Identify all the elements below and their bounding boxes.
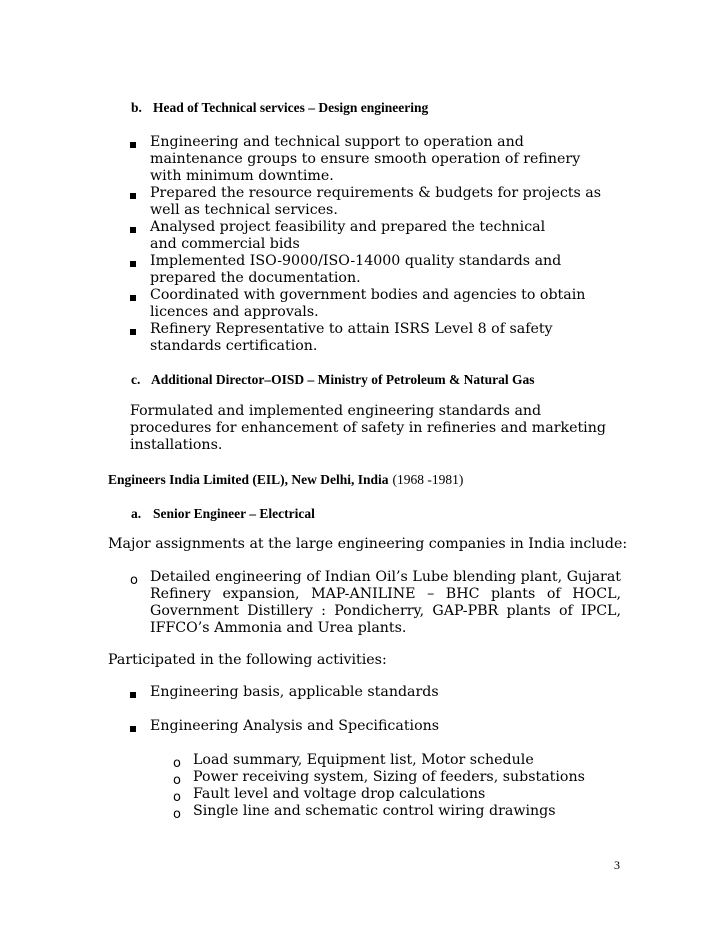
eil-sub-marker: a.	[131, 506, 142, 521]
circle-bullet-icon: o	[173, 773, 181, 788]
square-bullet-icon	[130, 142, 136, 148]
sub-activity-item: Single line and schematic control wiring drawings	[193, 803, 556, 819]
circle-bullet-icon: o	[173, 756, 181, 771]
section-b-marker: b.	[131, 100, 142, 115]
section-c-heading: Additional Director–OISD – Ministry of Petroleum & Natural Gas	[151, 372, 535, 387]
eil-sub-heading: Senior Engineer – Electrical	[153, 506, 315, 521]
square-bullet-icon	[130, 193, 136, 199]
employer-heading: Engineers India Limited (EIL), New Delhi, India	[108, 472, 389, 487]
square-bullet-icon	[130, 295, 136, 301]
list-item: Refinery Representative to attain ISRS Level 8 of safety standards certification.	[150, 321, 553, 354]
square-bullet-icon	[130, 692, 136, 698]
circle-bullet-icon: o	[130, 573, 138, 588]
square-bullet-icon	[130, 227, 136, 233]
sub-activity-item: Fault level and voltage drop calculations	[193, 786, 486, 802]
section-b-heading: Head of Technical services – Design engineering	[153, 100, 429, 115]
assignment-item: Detailed engineering of Indian Oil’s Lube blending plant, Gujarat Refinery expansion, MAP-ANILINE – BHC plants of HOCL, Government Distillery : Pondicherry, GAP-PBR plants of IPCL, IFFCO’s Ammonia and Urea plants.	[150, 569, 621, 636]
square-bullet-icon	[130, 329, 136, 335]
circle-bullet-icon: o	[173, 790, 181, 805]
activities-intro: Participated in the following activities:	[108, 652, 387, 668]
page-number: 3	[614, 858, 620, 872]
circle-bullet-icon: o	[173, 807, 181, 822]
employer-period: (1968 -1981)	[392, 472, 464, 487]
list-item: Analysed project feasibility and prepared the technical and commercial bids	[150, 219, 546, 252]
sub-activity-item: Load summary, Equipment list, Motor schedule	[193, 752, 534, 768]
list-item: Coordinated with government bodies and agencies to obtain licences and approvals.	[150, 287, 586, 320]
activity-item: Engineering Analysis and Specifications	[150, 718, 440, 734]
square-bullet-icon	[130, 261, 136, 267]
section-c-marker: c.	[131, 372, 141, 387]
assignments-intro: Major assignments at the large engineering companies in India include:	[108, 536, 628, 552]
list-item: Prepared the resource requirements & budgets for projects as well as technical services.	[150, 185, 602, 218]
employer-heading-line	[108, 471, 463, 489]
list-item: Implemented ISO-9000/ISO-14000 quality standards and prepared the documentation.	[150, 253, 562, 286]
sub-activity-item: Power receiving system, Sizing of feeders, substations	[193, 769, 585, 785]
activity-item: Engineering basis, applicable standards	[150, 684, 439, 700]
list-item: Engineering and technical support to operation and maintenance groups to ensure smooth operation of refinery with minimum downtime.	[150, 134, 581, 184]
square-bullet-icon	[130, 726, 136, 732]
section-c-paragraph: Formulated and implemented engineering standards and procedures for enhancement of safety in refineries and marketing installations.	[130, 403, 606, 453]
